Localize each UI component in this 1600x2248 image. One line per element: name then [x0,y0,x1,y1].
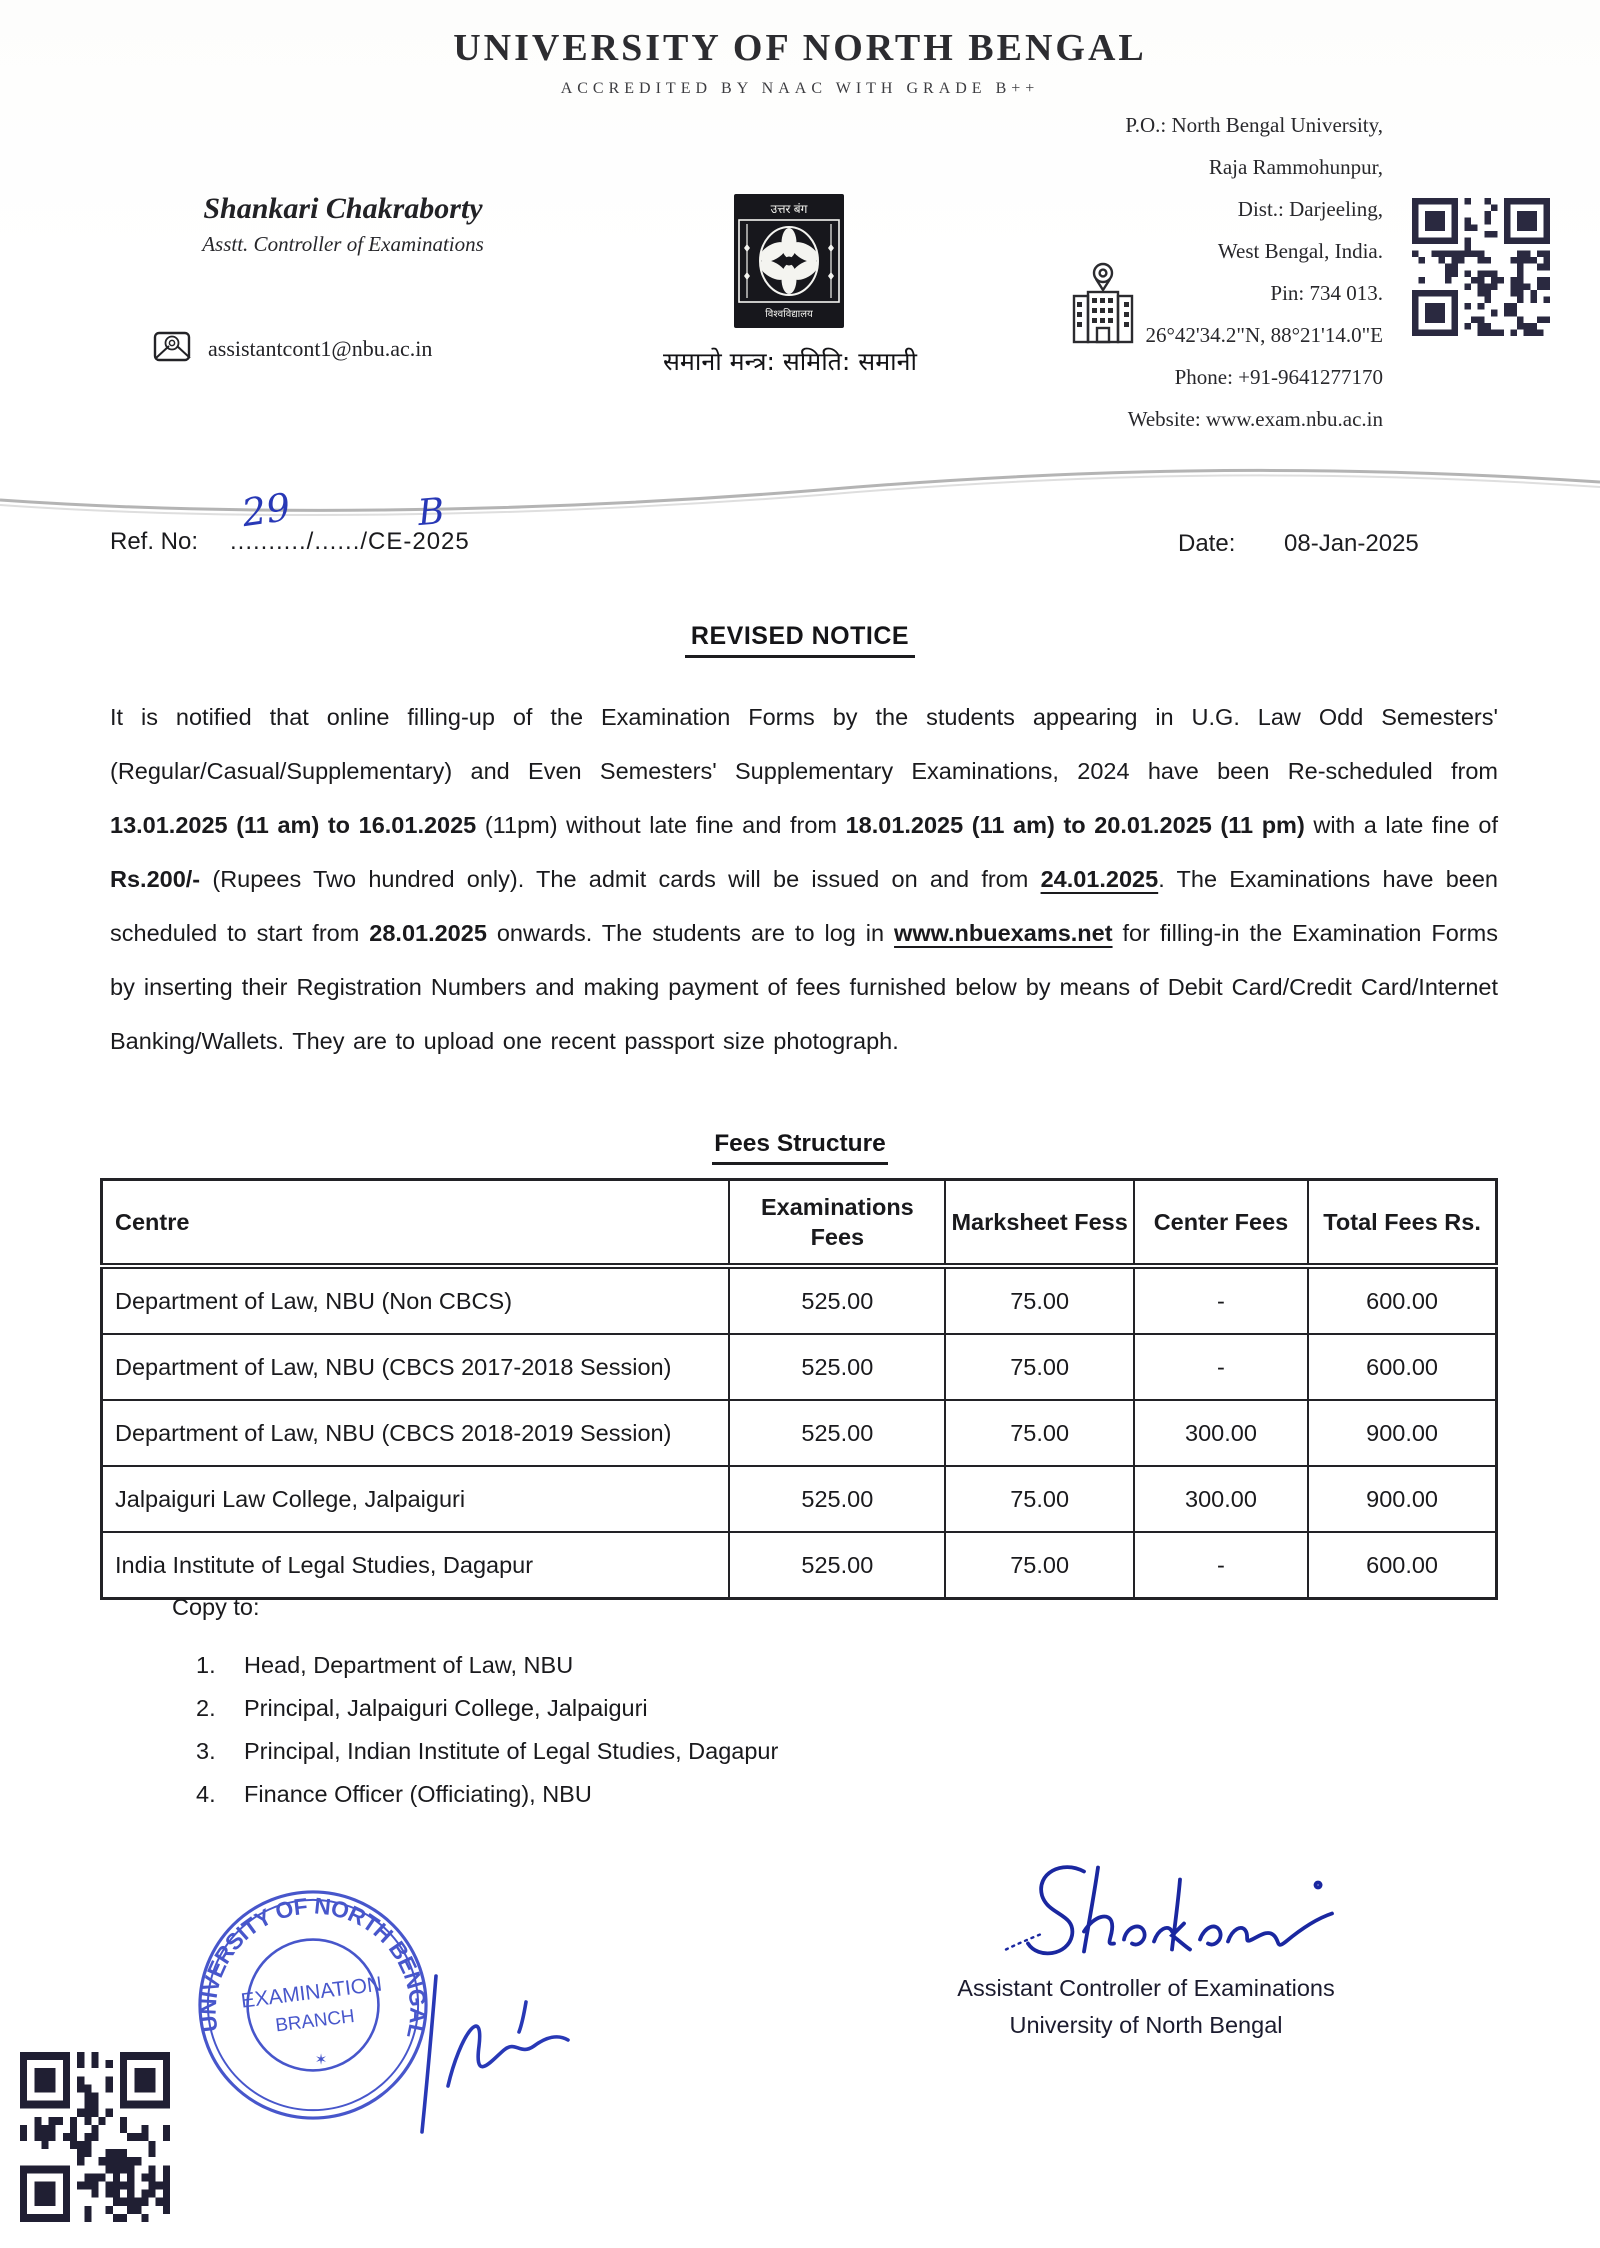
contact-line: Pin: 734 013. [1270,281,1383,305]
fee-value-cell: 600.00 [1308,1334,1496,1400]
stamp-ring-text: UNIVERSITY OF NORTH BENGAL [194,1892,432,2043]
fee-value-cell: 75.00 [945,1466,1133,1532]
date-label: Date: [1178,530,1236,557]
copy-to-item [196,1652,778,1695]
col-centre: Centre [102,1180,730,1267]
fee-value-cell: 300.00 [1134,1400,1308,1466]
col-marksheet-fees: Marksheet Fess [945,1180,1133,1267]
handwritten-ref-code: B [416,490,447,535]
col-total-fees: Total Fees Rs. [1308,1180,1496,1267]
fees-table-row [102,1334,1497,1400]
copy-to-item-text: Principal, Jalpaiguri College, Jalpaiguri [244,1695,648,1721]
qr-code-footer [20,2052,170,2227]
contact-line: West Bengal, India. [1217,239,1383,263]
fees-table-row [102,1466,1497,1532]
examination-branch-stamp [194,1886,432,2129]
emblem-top-text: उत्तर बंग [770,202,808,216]
paragraph-segment: 24.01.2025 [1040,866,1159,892]
stamp-star-icon: ✶ [314,2052,328,2069]
signature-shankari [1002,1856,1342,1979]
accreditation-line: ACCREDITED BY NAAC WITH GRADE B++ [560,80,1040,97]
qr-code-header [1406,198,1556,341]
fee-value-cell: 600.00 [1308,1532,1496,1599]
fee-value-cell: 75.00 [945,1266,1133,1334]
fees-table-row [102,1400,1497,1466]
date-value: 08-Jan-2025 [1284,530,1419,557]
handwritten-ref-number: 29 [239,484,294,536]
notice-title: REVISED NOTICE [685,622,915,658]
fees-table [100,1178,1498,1600]
contact-line: Phone: +91-9641277170 [1174,365,1383,389]
copy-to-item [196,1781,778,1824]
paragraph-segment: with a late fine of [1304,812,1498,838]
paragraph-segment: (11pm) without late fine and from [476,812,846,838]
fee-value-cell: 525.00 [729,1334,945,1400]
paragraph-segment: 13.01.2025 (11 am) to 16.01.2025 [110,812,477,838]
officer-block [118,192,568,257]
stamp-line1: EXAMINATION [239,1972,384,2013]
contact-line: P.O.: North Bengal University, [1125,113,1383,137]
fee-value-cell: 300.00 [1134,1466,1308,1532]
email-address: assistantcont1@nbu.ac.in [208,336,433,361]
fee-value-cell: 900.00 [1308,1466,1496,1532]
copy-to-item [196,1738,778,1781]
fees-table-header-row [102,1180,1497,1267]
copy-to-item-number: 1. [196,1652,216,1678]
col-examinations-fees: Examinations Fees [729,1180,945,1267]
fee-value-cell: 600.00 [1308,1266,1496,1334]
fee-value-cell: 75.00 [945,1334,1133,1400]
fee-value-cell: 525.00 [729,1532,945,1599]
fee-value-cell: - [1134,1334,1308,1400]
handwritten-scribble [406,1962,596,2147]
copy-to-label: Copy to: [172,1594,260,1620]
copy-to-item-number: 4. [196,1781,216,1807]
fee-value-cell: 525.00 [729,1266,945,1334]
signatory-title: Assistant Controller of Examinations [957,1975,1335,2001]
paragraph-segment: Rs.200/- [110,866,201,892]
fees-heading: Fees Structure [712,1130,888,1165]
centre-cell: India Institute of Legal Studies, Dagapur [102,1532,730,1599]
contact-line: Website: www.exam.nbu.ac.in [1127,407,1383,431]
paragraph-segment: 18.01.2025 (11 am) to 20.01.2025 (11 pm) [845,812,1305,838]
fee-value-cell: 75.00 [945,1400,1133,1466]
copy-to-item-number: 3. [196,1738,216,1764]
paragraph-segment: It is notified that online filling-up of the Examination Forms by the students appearing in U.G. Law Odd Semesters' (Regular/Casual/Supplementary) and Even Semesters' Supplementary Examinations, 2024 have been Re-scheduled from [110,704,1498,784]
paragraph-segment: onwards. The students are to log in [486,920,895,946]
paragraph-segment: . The Examinations have been scheduled to start from [110,866,1498,946]
centre-cell: Department of Law, NBU (CBCS 2018-2019 Session) [102,1400,730,1466]
col-center-fees: Center Fees [1134,1180,1308,1267]
fees-table-row [102,1266,1497,1334]
contact-line: 26°42'34.2"N, 88°21'14.0"E [1145,323,1383,347]
contact-line: Dist.: Darjeeling, [1237,197,1383,221]
centre-cell: Department of Law, NBU (CBCS 2017-2018 Session) [102,1334,730,1400]
wave-divider [0,436,1600,536]
paragraph-segment: www.nbuexams.net [894,920,1113,946]
fee-value-cell: 75.00 [945,1532,1133,1599]
paragraph-segment: 28.01.2025 [369,920,487,946]
copy-to-item-text: Principal, Indian Institute of Legal Studies, Dagapur [244,1738,779,1764]
fee-value-cell: 525.00 [729,1400,945,1466]
copy-to-list [196,1652,778,1824]
email-icon [152,328,194,370]
fee-value-cell: 900.00 [1308,1400,1496,1466]
paragraph-segment: for filling-in the Examination Forms by inserting their Registration Numbers and making payment of fees furnished below by means of Debit Card/Credit Card/Internet Banking/Wallets. They are to upload one recent passport size photograph. [110,920,1499,1054]
contact-block [975,104,1383,440]
university-emblem [734,194,844,333]
email-row [152,328,432,370]
building-location-icon [1066,260,1140,353]
fee-value-cell: 525.00 [729,1466,945,1532]
fee-value-cell: - [1134,1532,1308,1599]
centre-cell: Jalpaiguri Law College, Jalpaiguri [102,1466,730,1532]
officer-name: Shankari Chakraborty [203,192,483,225]
copy-to-item-text: Finance Officer (Officiating), NBU [244,1781,592,1807]
university-name: UNIVERSITY OF NORTH BENGAL [453,27,1147,69]
emblem-bottom-text: विश्वविद्यालय [765,309,813,320]
signatory-block [950,1970,1342,2044]
notice-paragraph [110,690,1498,1068]
stamp-line2: BRANCH [274,2004,356,2036]
paragraph-segment: (Rupees Two hundred only). The admit cards will be issued on and from [200,866,1041,892]
notice-title-wrap [0,622,1600,658]
signatory-org: University of North Bengal [1009,2012,1283,2038]
ref-no-dotted-line: ........../....../CE-2025 [230,528,470,555]
fee-value-cell: - [1134,1266,1308,1334]
contact-line: Raja Rammohunpur, [1208,155,1383,179]
motto: समानो मन्त्र: समिति: समानी [663,347,917,376]
fees-heading-wrap [0,1130,1600,1165]
centre-cell: Department of Law, NBU (Non CBCS) [102,1266,730,1334]
ref-no-label: Ref. No: [110,528,199,555]
fees-table-row [102,1532,1497,1599]
copy-to-item [196,1695,778,1738]
copy-to-item-number: 2. [196,1695,216,1721]
officer-title: Asstt. Controller of Examinations [202,232,484,256]
copy-to-item-text: Head, Department of Law, NBU [244,1652,574,1678]
